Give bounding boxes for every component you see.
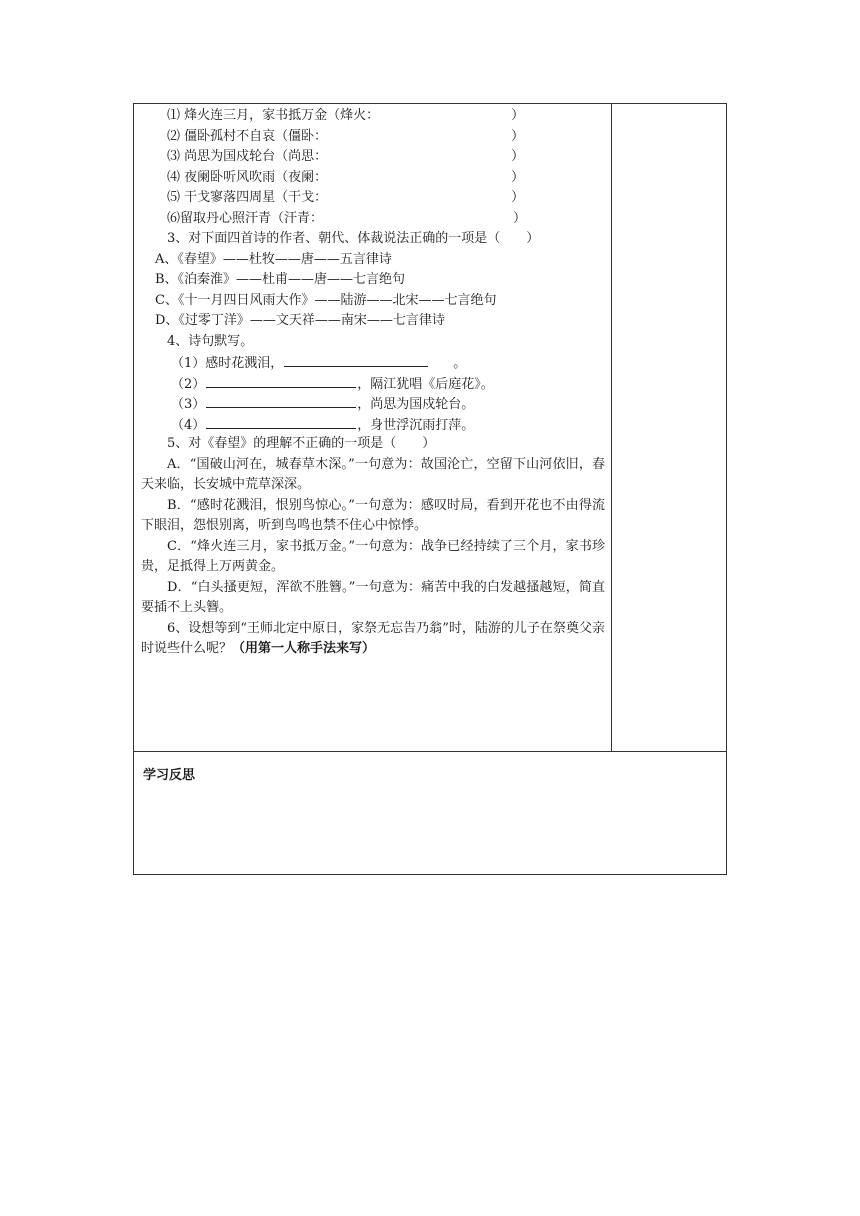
q6-instruction: （用第一人称手法来写） bbox=[232, 641, 376, 656]
q5-option-a: A．“国破山河在，城春草木深。”一句意为：故国沦亡，空留下山河依旧，春天来临，长安城中荒草深深。 bbox=[141, 456, 605, 492]
q3-stem: 3、对下面四首诗的作者、朝代、体裁说法正确的一项是（ ） bbox=[167, 231, 540, 246]
q6-stem: 6、设想等到“王师北定中原日，家祭无忘告乃翁”时，陆游的儿子在祭奠父亲时说些什么呢？（用第一人称手法来写） bbox=[141, 620, 605, 656]
answer-blank[interactable] bbox=[284, 352, 428, 367]
q3-option-a: A、《春望》——杜牧——唐——五言律诗 bbox=[155, 251, 392, 267]
item-1-5: ⑸ 干戈寥落四周星（干戈： ） bbox=[167, 190, 525, 205]
item-1-6: ⑹留取丹心照汗青（汗青： ） bbox=[167, 210, 527, 226]
answer-blank[interactable] bbox=[206, 373, 356, 388]
column-divider bbox=[611, 104, 612, 751]
q4-line-2: （2） ，隔江犹唱《后庭花》。 bbox=[141, 373, 605, 394]
q5-option-d: D．“白头搔更短，浑欲不胜簪。”一句意为：痛苦中我的白发越搔越短，简直要插不上头簪。 bbox=[141, 579, 605, 615]
exercise-content bbox=[141, 106, 605, 660]
q4-line-3: （3） ，尚思为国戍轮台。 bbox=[141, 393, 605, 414]
q5-option-c: C．“烽火连三月，家书抵万金。”一句意为：战争已经持续了三个月，家书珍贵，足抵得上万两黄金。 bbox=[141, 538, 605, 574]
q3-option-d: D、《过零丁洋》——文天祥——南宋——七言律诗 bbox=[155, 313, 445, 328]
q4-line-4: （4） ，身世浮沉雨打萍。 bbox=[141, 414, 605, 435]
item-1-1: ⑴ 烽火连三月，家书抵万金（烽火： ） bbox=[167, 108, 525, 123]
answer-blank[interactable] bbox=[206, 393, 356, 408]
q4-stem: 4、诗句默写。 bbox=[167, 333, 254, 349]
answer-blank[interactable] bbox=[206, 414, 356, 429]
item-1-4: ⑷ 夜阑卧听风吹雨（夜阑： ） bbox=[167, 169, 525, 185]
item-1-2: ⑵ 僵卧孤村不自哀（僵卧： ） bbox=[167, 128, 525, 144]
q5-stem: 5、对《春望》的理解不正确的一项是（ ） bbox=[167, 436, 436, 451]
item-1-3: ⑶ 尚思为国戍轮台（尚思： ） bbox=[167, 149, 525, 164]
q3-option-b: B、《泊秦淮》——杜甫——唐——七言绝句 bbox=[155, 272, 406, 287]
reflection-label: 学习反思 bbox=[143, 768, 196, 783]
row-divider bbox=[134, 751, 726, 752]
q4-line-1: （1）感时花溅泪， 。 bbox=[141, 352, 605, 373]
worksheet-table bbox=[133, 103, 727, 875]
q3-option-c: C、《十一月四日风雨大作》——陆游——北宋——七言绝句 bbox=[155, 292, 497, 308]
q5-option-b: B．“感时花溅泪，恨别鸟惊心。”一句意为：感叹时局，看到开花也不由得流下眼泪，怨恨别离，听到鸟鸣也禁不住心中惊悸。 bbox=[141, 497, 605, 533]
